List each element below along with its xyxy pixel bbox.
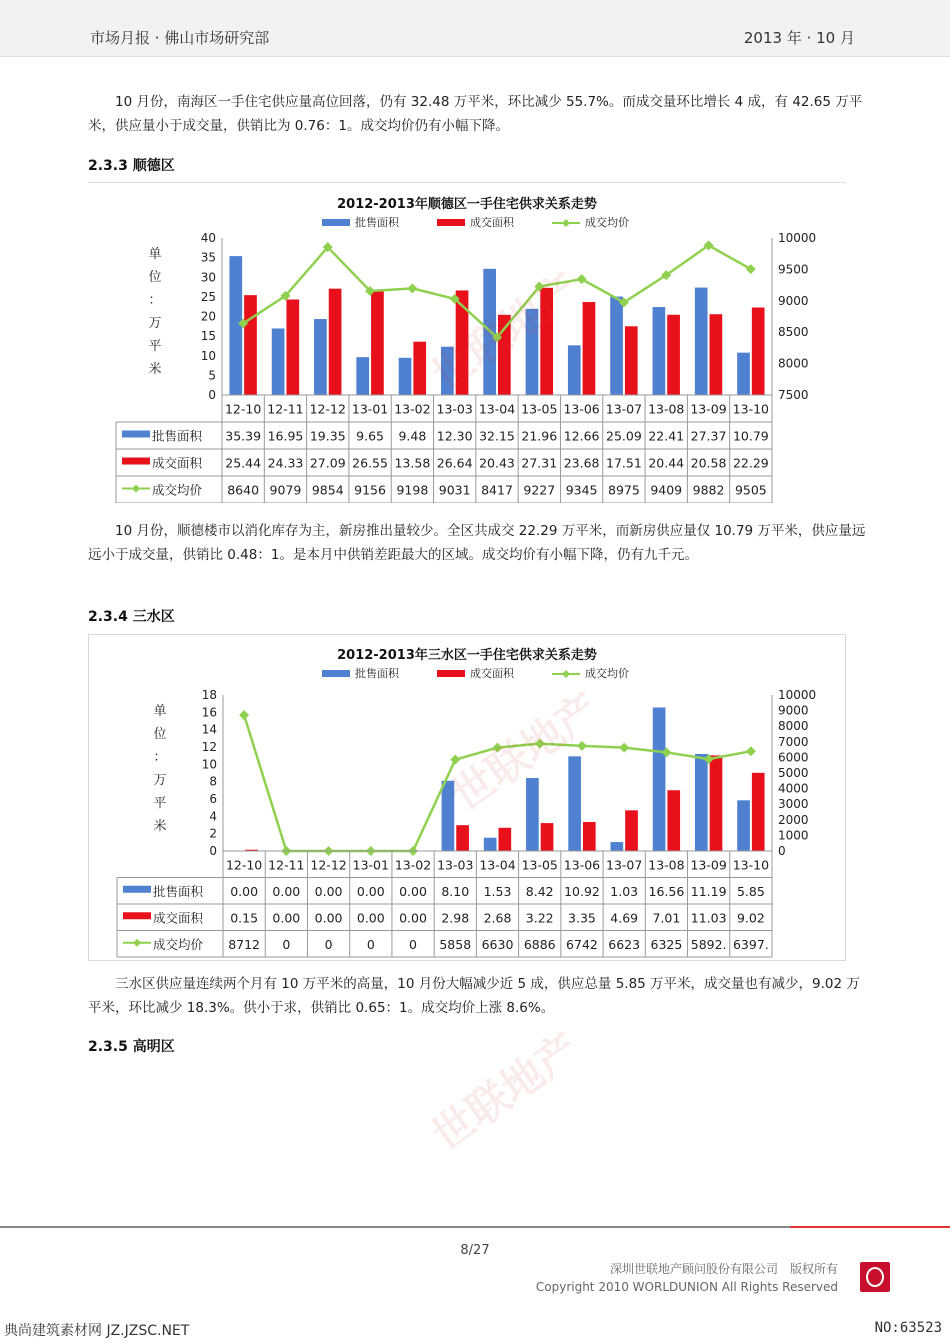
- bar-supply: [442, 781, 455, 851]
- sanshui-chart-svg: [89, 635, 845, 960]
- price-point: [746, 746, 756, 756]
- page-number: 8/27: [460, 1243, 490, 1258]
- y-tick-label: 10: [201, 757, 217, 772]
- legend-label: 批售面积: [355, 216, 399, 229]
- data-label: 7.01: [652, 910, 681, 926]
- price-point: [407, 283, 417, 293]
- legend-label: 成交均价: [585, 667, 629, 680]
- data-label: 6886: [523, 936, 556, 952]
- x-tick-label: 13-01: [351, 401, 389, 417]
- y2-tick-label: 8000: [778, 719, 809, 734]
- x-tick-label: 12-11: [268, 857, 305, 873]
- y-tick-label: 8: [209, 774, 217, 789]
- bar-sales: [286, 300, 299, 395]
- legend-marker: [562, 219, 570, 227]
- data-label: 0.15: [230, 910, 259, 926]
- y2-tick-label: 8500: [778, 325, 809, 340]
- company-info: [536, 1260, 838, 1296]
- y2-tick-label: 4000: [778, 781, 809, 796]
- company-name: 深圳世联地产顾问股份有限公司 版权所有: [609, 1262, 838, 1276]
- bar-supply: [653, 307, 666, 395]
- bar-sales: [413, 342, 426, 395]
- data-label: 8712: [228, 936, 261, 952]
- price-point: [239, 710, 249, 720]
- section-heading-shunde: 2.3.3 顺德区: [88, 158, 175, 174]
- data-label: 22.29: [732, 455, 769, 471]
- bar-supply: [272, 328, 285, 395]
- bar-supply: [568, 345, 581, 395]
- data-label: 0.00: [356, 883, 385, 899]
- x-tick-label: 13-07: [605, 401, 643, 417]
- data-label: 6623: [608, 936, 641, 952]
- data-label: 25.09: [606, 428, 642, 444]
- data-label: 0: [409, 936, 418, 952]
- x-tick-label: 12-12: [310, 857, 347, 873]
- table-series-name: 成交均价: [153, 936, 204, 952]
- bar-sales: [752, 773, 765, 851]
- x-tick-label: 13-09: [690, 401, 727, 417]
- sanshui-paragraph: 三水区供应量连续两个月有 10 万平米的高量，10 月份大幅减少近 5 成，供应总量 5.85 万平米，成交量也有减少，9.02 万平米，环比减少 18.3%。供小于求，供销比 0.65：1。成交均价上涨 8.6%。: [88, 976, 860, 1016]
- shunde-chart: [88, 182, 846, 503]
- y-axis-unit-label: ：: [153, 750, 167, 765]
- data-label: 20.58: [690, 455, 727, 471]
- x-tick-label: 13-06: [563, 401, 600, 417]
- table-series-name: 批售面积: [152, 428, 203, 444]
- data-label: 0.00: [272, 883, 301, 899]
- data-label: 9.48: [398, 428, 427, 444]
- data-label: 6742: [566, 936, 598, 952]
- data-label: 9227: [523, 482, 556, 498]
- intro-paragraph: 10 月份，南海区一手住宅供应量高位回落，仍有 32.48 万平米，环比减少 55.7%。而成交量环比增长 4 成，有 42.65 万平米，供应量小于成交量，供销比为 0.76：1。成交均价仍有小幅下降。: [88, 94, 863, 134]
- x-tick-label: 13-08: [648, 857, 685, 873]
- data-label: 9345: [565, 482, 598, 498]
- data-label: 16.56: [648, 883, 685, 899]
- price-point: [577, 741, 587, 751]
- data-label: 8.10: [441, 883, 470, 899]
- price-point: [493, 743, 503, 753]
- y2-tick-label: 7000: [778, 734, 809, 749]
- data-label: 0.00: [314, 910, 343, 926]
- legend-swatch: [437, 219, 465, 226]
- y2-tick-label: 3000: [778, 797, 809, 812]
- table-legend-swatch: [122, 458, 150, 465]
- y-tick-label: 10: [200, 348, 216, 363]
- section-heading-gaoming: 2.3.5 高明区: [88, 1039, 175, 1055]
- data-label: 26.64: [436, 455, 473, 471]
- data-label: 9.65: [356, 428, 384, 444]
- bar-sales: [710, 755, 723, 851]
- data-label: 24.33: [267, 455, 304, 471]
- x-tick-label: 13-08: [648, 401, 685, 417]
- table-series-name: 成交面积: [152, 455, 203, 471]
- legend-label: 成交均价: [585, 216, 629, 229]
- data-label: 32.15: [479, 428, 515, 444]
- x-tick-label: 13-05: [521, 401, 558, 417]
- y-tick-label: 30: [200, 270, 216, 285]
- bar-supply: [526, 778, 539, 851]
- bar-sales: [371, 291, 384, 395]
- data-label: 12.66: [563, 428, 600, 444]
- bar-sales: [667, 315, 680, 395]
- data-label: 0.00: [230, 883, 259, 899]
- bar-supply: [229, 256, 242, 395]
- x-tick-label: 12-10: [225, 857, 263, 873]
- bar-sales: [710, 314, 723, 395]
- data-label: 13.58: [394, 455, 431, 471]
- bar-supply: [737, 353, 750, 395]
- y-tick-label: 25: [200, 289, 216, 304]
- y2-tick-label: 2000: [778, 812, 809, 827]
- table-legend-swatch: [123, 886, 151, 893]
- bar-supply: [526, 309, 539, 395]
- y-axis-unit-label: 平: [148, 339, 162, 354]
- header-date: 2013 年 · 10 月: [743, 29, 855, 47]
- bar-supply: [568, 756, 581, 851]
- bar-sales: [456, 825, 469, 851]
- y-tick-label: 12: [201, 740, 217, 754]
- sanshui-chart: [88, 634, 846, 961]
- data-label: 10.79: [732, 428, 769, 444]
- y2-tick-label: 1000: [778, 828, 809, 843]
- data-label: 8640: [227, 482, 260, 498]
- data-label: 9198: [396, 482, 429, 498]
- source-site-label: 典尚建筑素材网 JZ.JZSC.NET: [4, 1323, 190, 1339]
- shunde-paragraph: 10 月份，顺德楼市以消化库存为主，新房推出量较少。全区共成交 22.29 万平米，而新房供应量仅 10.79 万平米，供应量远远小于成交量，供销比 0.48：1。是本月中供销差距最大的区域。成交均价有小幅下降，仍有九千元。: [88, 523, 866, 563]
- data-label: 3.35: [568, 910, 596, 926]
- chart-title: 2012-2013年三水区一手住宅供求关系走势: [337, 648, 597, 663]
- data-label: 9.02: [736, 910, 765, 926]
- y-tick-label: 5: [208, 368, 216, 383]
- data-label: 19.35: [309, 428, 346, 444]
- data-label: 6325: [650, 936, 683, 952]
- x-tick-label: 13-03: [437, 857, 474, 873]
- data-label: 20.44: [648, 455, 685, 471]
- x-tick-label: 13-10: [732, 401, 770, 417]
- bar-sales: [752, 308, 765, 395]
- bar-supply: [399, 358, 412, 395]
- data-label: 11.03: [690, 910, 727, 926]
- x-tick-label: 12-10: [224, 401, 262, 417]
- legend-label: 成交面积: [470, 216, 514, 229]
- bar-sales: [625, 326, 638, 395]
- legend-label: 批售面积: [355, 667, 399, 680]
- watermark-text: 世联地产: [422, 1023, 589, 1161]
- table-series-name: 成交面积: [153, 910, 204, 926]
- bar-sales: [667, 790, 680, 851]
- bar-sales: [499, 828, 512, 851]
- x-tick-label: 13-02: [394, 857, 432, 873]
- shunde-chart-svg: [88, 183, 846, 503]
- page-header: [0, 0, 950, 57]
- bar-supply: [441, 347, 454, 395]
- y2-tick-label: 10000: [778, 688, 817, 702]
- x-tick-label: 13-01: [352, 857, 389, 873]
- data-label: 27.31: [521, 455, 558, 471]
- header-title: 市场月报 · 佛山市场研究部: [90, 29, 270, 47]
- legend-swatch: [322, 219, 350, 226]
- y-tick-label: 40: [200, 231, 216, 245]
- x-tick-label: 13-09: [690, 857, 727, 873]
- y2-tick-label: 5000: [778, 766, 809, 780]
- x-tick-label: 12-11: [267, 401, 304, 417]
- y-axis-unit-label: 米: [148, 362, 162, 377]
- data-label: 0.00: [399, 883, 427, 899]
- y-tick-label: 16: [201, 705, 217, 720]
- data-label: 9031: [438, 482, 471, 498]
- bar-sales: [625, 810, 638, 851]
- y2-tick-label: 0: [778, 844, 786, 858]
- data-label: 0: [366, 936, 375, 952]
- y-axis-unit-label: 万: [148, 316, 162, 331]
- chart-title: 2012-2013年顺德区一手住宅供求关系走势: [337, 197, 597, 212]
- data-label: 8417: [481, 482, 513, 498]
- data-label: 35.39: [225, 428, 262, 444]
- legend-swatch: [437, 670, 465, 677]
- x-tick-label: 13-06: [563, 857, 601, 873]
- data-label: 2.98: [441, 910, 470, 926]
- bar-supply: [314, 319, 327, 395]
- data-label: 10.92: [564, 883, 600, 899]
- data-label: 5.85: [736, 883, 765, 899]
- y-axis-unit-label: 单: [153, 704, 167, 719]
- y2-tick-label: 7500: [778, 388, 809, 402]
- data-label: 8975: [608, 482, 640, 498]
- data-label: 5858: [439, 936, 472, 952]
- worldunion-logo-icon: [860, 1262, 890, 1292]
- table-legend-swatch: [122, 431, 150, 438]
- data-label: 9882: [692, 482, 725, 498]
- x-tick-label: 13-04: [478, 401, 516, 417]
- y-tick-label: 18: [201, 688, 217, 702]
- data-label: 1.53: [483, 883, 512, 899]
- data-label: 5892.: [690, 936, 727, 952]
- y-tick-label: 6: [209, 792, 217, 806]
- y-axis-unit-label: 位: [153, 727, 167, 742]
- price-point: [450, 755, 460, 765]
- data-label: 16.95: [267, 428, 304, 444]
- table-legend-swatch: [123, 912, 151, 919]
- bar-supply: [610, 297, 623, 395]
- y-axis-unit-label: 单: [148, 247, 162, 262]
- data-label: 0: [282, 936, 291, 952]
- data-label: 12.30: [436, 428, 473, 444]
- data-label: 9409: [650, 482, 683, 498]
- data-label: 2.68: [483, 910, 512, 926]
- data-label: 8.42: [525, 883, 554, 899]
- legend-label: 成交面积: [470, 667, 514, 680]
- footer-accent: [790, 1226, 950, 1228]
- section-heading-sanshui: 2.3.4 三水区: [88, 609, 175, 625]
- y-tick-label: 35: [200, 250, 216, 265]
- price-point: [746, 264, 756, 274]
- x-tick-label: 13-02: [394, 401, 431, 417]
- x-tick-label: 13-03: [436, 401, 473, 417]
- legend-swatch: [322, 670, 350, 677]
- y-tick-label: 4: [209, 809, 217, 824]
- source-id-label: NO:63523: [874, 1320, 942, 1336]
- y-axis-unit-label: 平: [153, 796, 167, 811]
- data-label: 23.68: [563, 455, 600, 471]
- data-label: 9079: [269, 482, 302, 498]
- bar-supply: [611, 842, 624, 851]
- price-point: [535, 739, 545, 749]
- y-axis-unit-label: 万: [153, 773, 167, 788]
- y-tick-label: 0: [209, 844, 217, 858]
- y2-tick-label: 9000: [778, 703, 809, 718]
- bar-supply: [484, 838, 497, 851]
- data-label: 21.96: [521, 428, 558, 444]
- bar-sales: [244, 295, 257, 395]
- x-tick-label: 13-05: [521, 857, 558, 873]
- bar-supply: [695, 288, 708, 395]
- bar-sales: [583, 822, 596, 851]
- data-label: 6397.: [732, 936, 769, 952]
- data-label: 11.19: [690, 883, 727, 899]
- data-label: 27.37: [690, 428, 727, 444]
- x-tick-label: 13-10: [732, 857, 770, 873]
- data-label: 0.00: [272, 910, 301, 926]
- data-label: 0.00: [356, 910, 385, 926]
- price-point: [577, 274, 587, 284]
- data-label: 26.55: [352, 455, 388, 471]
- data-label: 25.44: [225, 455, 262, 471]
- table-legend-marker: [133, 939, 141, 947]
- y-axis-unit-label: 位: [148, 270, 162, 285]
- bar-supply: [356, 357, 369, 395]
- data-label: 1.03: [610, 883, 639, 899]
- data-label: 0.00: [399, 910, 427, 926]
- data-label: 0.00: [314, 883, 343, 899]
- bar-sales: [541, 823, 554, 851]
- y-tick-label: 0: [208, 388, 216, 402]
- data-label: 9156: [354, 482, 386, 498]
- table-series-name: 批售面积: [153, 883, 204, 899]
- x-tick-label: 12-12: [309, 401, 346, 417]
- data-label: 17.51: [606, 455, 642, 471]
- y-tick-label: 15: [200, 329, 216, 344]
- bar-sales: [329, 289, 342, 395]
- bar-sales: [540, 288, 553, 395]
- bar-sales: [583, 302, 596, 395]
- y-axis-unit-label: 米: [153, 819, 167, 834]
- price-point: [619, 743, 629, 753]
- table-legend-marker: [132, 485, 140, 493]
- y2-tick-label: 9000: [778, 293, 809, 308]
- copyright: Copyright 2010 WORLDUNION All Rights Reserved: [535, 1280, 838, 1294]
- legend-marker: [562, 670, 570, 678]
- x-tick-label: 13-07: [606, 857, 643, 873]
- y-axis-unit-label: ：: [148, 293, 162, 308]
- data-label: 27.09: [309, 455, 346, 471]
- y2-tick-label: 8000: [778, 356, 809, 371]
- y-tick-label: 2: [209, 826, 217, 841]
- bar-supply: [695, 754, 708, 851]
- data-label: 9505: [734, 482, 767, 498]
- table-series-name: 成交均价: [152, 482, 203, 498]
- y-tick-label: 20: [200, 309, 216, 324]
- data-label: 4.69: [610, 910, 639, 926]
- data-label: 22.41: [648, 428, 685, 444]
- y2-tick-label: 9500: [778, 262, 809, 277]
- data-label: 3.22: [525, 910, 554, 926]
- data-label: 20.43: [479, 455, 515, 471]
- y-tick-label: 14: [201, 722, 217, 737]
- bar-supply: [653, 707, 666, 851]
- y2-tick-label: 10000: [778, 231, 817, 245]
- x-tick-label: 13-04: [479, 857, 516, 873]
- data-label: 9854: [311, 482, 344, 498]
- data-label: 6630: [481, 936, 514, 952]
- bar-supply: [737, 800, 750, 851]
- data-label: 0: [324, 936, 333, 952]
- y2-tick-label: 6000: [778, 750, 809, 765]
